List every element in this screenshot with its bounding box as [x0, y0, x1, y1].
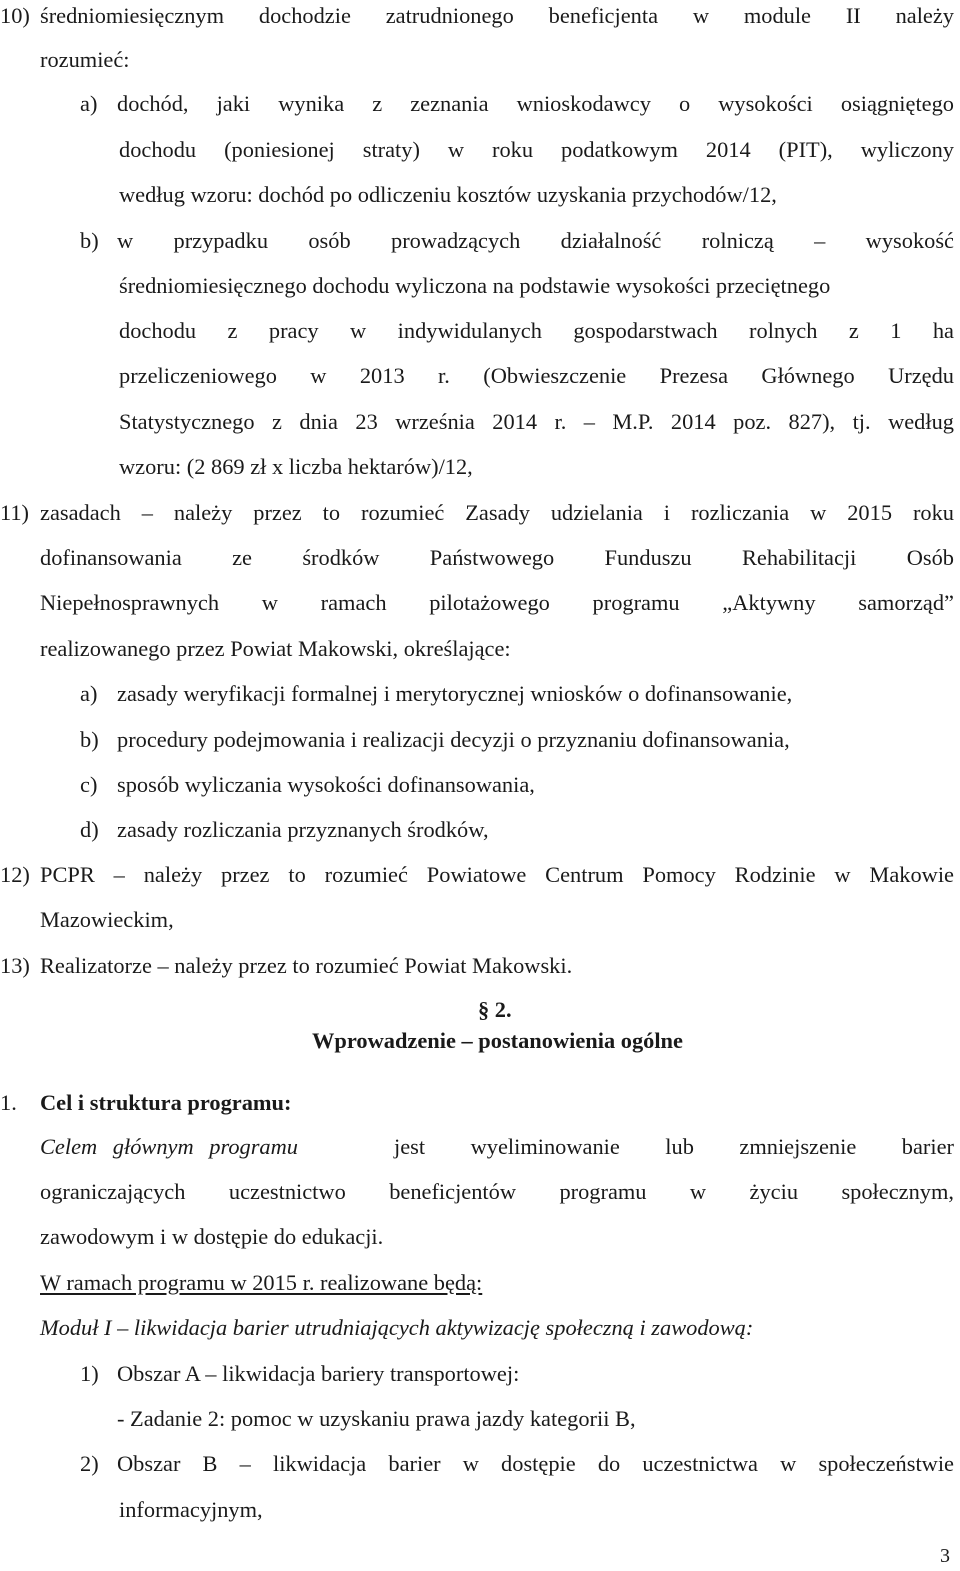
text-line: zasady weryfikacji formalnej i merytorycznej wniosków o dofinansowanie, [117, 681, 793, 706]
point-heading: Cel i struktura programu: [40, 1090, 292, 1115]
text-line: dochód, jaki wynika z zeznania wnioskodawcy o wysokości osiągniętego [117, 91, 954, 116]
text-line: Niepełnosprawnych w ramach pilotażowego programu „Aktywny samorząd” [40, 590, 954, 615]
item-number: 11) [0, 500, 30, 525]
page-number: 3 [940, 1545, 950, 1567]
underlined-heading: W ramach programu w 2015 r. realizowane będą: [40, 1270, 483, 1295]
text-line [40, 1133, 954, 1161]
sub-label: b) [80, 727, 99, 752]
sub-label: 2) [80, 1451, 99, 1476]
text-line: w przypadku osób prowadzących działalność rolniczą – wysokość [117, 228, 954, 253]
item-number: 13) [0, 953, 30, 978]
module-heading: Moduł I – likwidacja barier utrudniających aktywizację społeczną i zawodową: [40, 1315, 754, 1340]
task-line: - Zadanie 2: pomoc w uzyskaniu prawa jazdy kategorii B, [117, 1406, 636, 1431]
italic-lead: Celem głównym programu [40, 1134, 298, 1159]
text-line: średniomiesięcznym dochodzie zatrudnionego beneficjenta w module II należy [40, 3, 954, 28]
text-line: procedury podejmowania i realizacji decyzji o przyznaniu dofinansowania, [117, 727, 790, 752]
item-number: 10) [0, 3, 30, 28]
text-line: średniomiesięcznego dochodu wyliczona na podstawie wysokości przeciętnego [119, 273, 831, 298]
text-line: ograniczających uczestnictwo beneficjentów programu w życiu społecznym, [40, 1179, 954, 1204]
text-line: sposób wyliczania wysokości dofinansowania, [117, 772, 535, 797]
text-line: zawodowym i w dostępie do edukacji. [40, 1224, 384, 1249]
text-line: przeliczeniowego w 2013 r. (Obwieszczenie Prezesa Głównego Urzędu [119, 363, 954, 388]
text-line: według wzoru: dochód po odliczeniu kosztów uzyskania przychodów/12, [119, 182, 777, 207]
text-line: Statystycznego z dnia 23 września 2014 r. – M.P. 2014 poz. 827), tj. według [119, 409, 954, 434]
text-line: zasady rozliczania przyznanych środków, [117, 817, 489, 842]
text-line: Obszar B – likwidacja barier w dostępie do uczestnictwa w społeczeństwie [117, 1451, 954, 1476]
point-number: 1. [0, 1090, 17, 1115]
section-number: § 2. [478, 997, 512, 1022]
item-number: 12) [0, 862, 30, 887]
sub-label: 1) [80, 1361, 99, 1386]
sub-label: a) [80, 681, 98, 706]
text-line: dofinansowania ze środków Państwowego Funduszu Rehabilitacji Osób [40, 545, 954, 570]
text-line: Realizatorze – należy przez to rozumieć Powiat Makowski. [40, 953, 573, 978]
text-line: wzoru: (2 869 zł x liczba hektarów)/12, [119, 454, 473, 479]
text-fragment: jest wyeliminowanie lub zmniejszenie barier [394, 1134, 954, 1159]
text-line: dochodu (poniesionej straty) w roku podatkowym 2014 (PIT), wyliczony [119, 137, 954, 162]
sub-label: b) [80, 228, 99, 253]
text-line: informacyjnym, [119, 1497, 263, 1522]
text-line: dochodu z pracy w indywidulanych gospodarstwach rolnych z 1 ha [119, 318, 954, 343]
text-line: PCPR – należy przez to rozumieć Powiatowe Centrum Pomocy Rodzinie w Makowie [40, 862, 954, 887]
text-line: zasadach – należy przez to rozumieć Zasady udzielania i rozliczania w 2015 roku [40, 500, 954, 525]
text-line: realizowanego przez Powiat Makowski, określające: [40, 636, 511, 661]
text-line: Mazowieckim, [40, 907, 174, 932]
text-line: Obszar A – likwidacja bariery transportowej: [117, 1361, 520, 1386]
section-title: Wprowadzenie – postanowienia ogólne [312, 1028, 683, 1053]
sub-label: a) [80, 91, 98, 116]
sub-label: c) [80, 772, 98, 797]
sub-label: d) [80, 817, 99, 842]
text-line: rozumieć: [40, 47, 130, 72]
